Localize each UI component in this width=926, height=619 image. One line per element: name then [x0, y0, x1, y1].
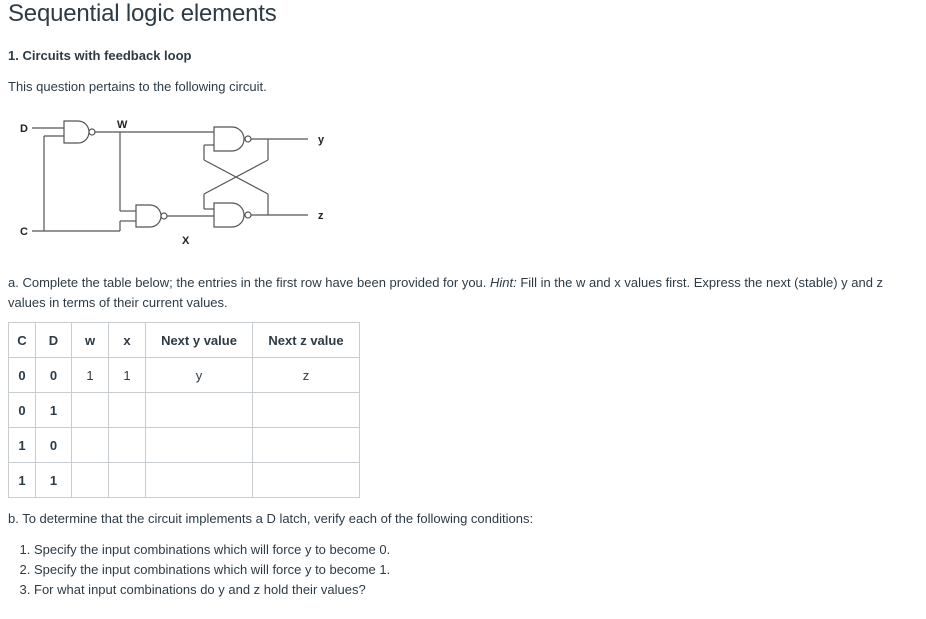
- section-heading: 1. Circuits with feedback loop: [8, 48, 192, 63]
- circuit-diagram: [0, 112, 360, 247]
- nand-gate-2: [136, 205, 161, 227]
- header-x: x: [109, 323, 146, 358]
- cell-w[interactable]: 1: [72, 358, 109, 393]
- question-b: b. To determine that the circuit implements a D latch, verify each of the following conditions:: [8, 511, 534, 526]
- conditions-list: [8, 540, 390, 600]
- label-d: D: [20, 123, 28, 135]
- table-row: [9, 393, 360, 428]
- cell-d: 0: [36, 358, 72, 393]
- hint-text: Fill in the w and x values first. Express the next (stable) y and z values in terms of their current values.: [8, 275, 884, 310]
- cell-next-y[interactable]: [146, 463, 253, 498]
- cell-next-z[interactable]: [253, 393, 360, 428]
- question-a: [8, 273, 916, 313]
- cell-d: 0: [36, 428, 72, 463]
- truth-table: [8, 322, 360, 498]
- header-next-y: Next y value: [146, 323, 253, 358]
- cell-x[interactable]: [109, 428, 146, 463]
- cell-next-z[interactable]: [253, 428, 360, 463]
- table-row: [9, 358, 360, 393]
- cell-w[interactable]: [72, 393, 109, 428]
- cell-c: 0: [9, 358, 36, 393]
- label-x: X: [182, 235, 190, 247]
- label-c: C: [20, 226, 28, 238]
- table-header-row: [9, 323, 360, 358]
- nand-gate-4: [214, 203, 244, 227]
- label-w: W: [117, 119, 128, 131]
- label-z: z: [318, 210, 324, 222]
- nand-gate-1: [64, 121, 89, 143]
- cell-next-y[interactable]: [146, 393, 253, 428]
- nand-gate-3: [214, 127, 244, 151]
- condition-item: 3. For what input combinations do y and z hold their values?: [34, 580, 390, 600]
- header-d: D: [36, 323, 72, 358]
- cell-x[interactable]: [109, 463, 146, 498]
- nand-bubble-1: [89, 129, 95, 135]
- cell-next-y[interactable]: [146, 428, 253, 463]
- cell-next-y[interactable]: y: [146, 358, 253, 393]
- intro-text: This question pertains to the following circuit.: [8, 79, 267, 94]
- table-row: [9, 463, 360, 498]
- cell-next-z[interactable]: [253, 463, 360, 498]
- page-title: Sequential logic elements: [8, 0, 277, 27]
- cell-next-z[interactable]: z: [253, 358, 360, 393]
- cell-d: 1: [36, 393, 72, 428]
- table-row: [9, 428, 360, 463]
- cell-c: 1: [9, 463, 36, 498]
- cell-w[interactable]: [72, 463, 109, 498]
- nand-bubble-3: [245, 136, 251, 142]
- condition-item: 1. Specify the input combinations which will force y to become 0.: [34, 540, 390, 560]
- cell-w[interactable]: [72, 428, 109, 463]
- header-next-z: Next z value: [253, 323, 360, 358]
- nand-bubble-4: [245, 212, 251, 218]
- cell-c: 0: [9, 393, 36, 428]
- question-a-prefix: a. Complete the table below; the entries in the first row have been provided for you.: [8, 275, 490, 290]
- hint-label: Hint:: [490, 275, 517, 290]
- nand-bubble-2: [161, 213, 167, 219]
- cell-d: 1: [36, 463, 72, 498]
- cell-c: 1: [9, 428, 36, 463]
- header-w: w: [72, 323, 109, 358]
- label-y: y: [318, 134, 325, 146]
- cell-x[interactable]: 1: [109, 358, 146, 393]
- condition-item: 2. Specify the input combinations which will force y to become 1.: [34, 560, 390, 580]
- cell-x[interactable]: [109, 393, 146, 428]
- header-c: C: [9, 323, 36, 358]
